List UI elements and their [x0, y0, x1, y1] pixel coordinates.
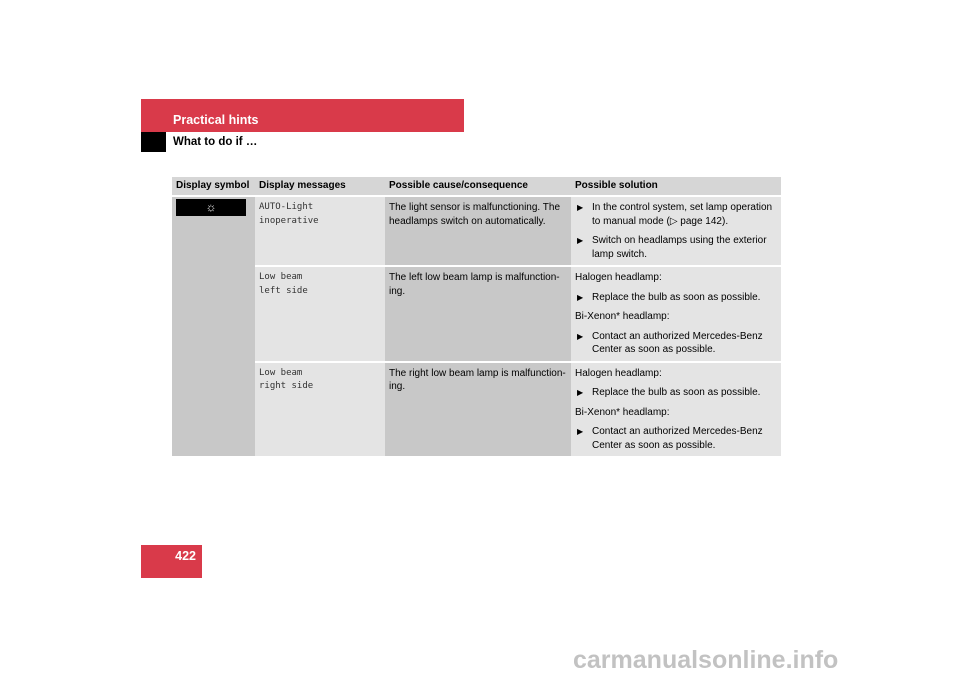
step-arrow-icon: ▶: [577, 292, 584, 302]
solution-note: Bi-Xenon* headlamp:: [575, 406, 670, 418]
solution-step: ▶ Replace the bulb as soon as possible.: [577, 387, 761, 398]
solution-note: Halogen headlamp:: [575, 367, 662, 379]
section-title: Practical hints: [173, 113, 259, 127]
message-line: AUTO-Light: [259, 202, 314, 212]
solution-step: ▶ Contact an authorized Mercedes-Benz Center as soon as possible.: [577, 426, 763, 451]
solution-cell: [571, 266, 781, 362]
solution-cell: [571, 196, 781, 266]
solution-step: ▶ In the control system, set lamp operation to manual mode (▷ page 142).: [577, 202, 773, 227]
step-arrow-icon: ▶: [577, 427, 584, 436]
display-symbol-cell: [172, 196, 255, 457]
cause-cell: The left low beam lamp is malfunction-ing.: [385, 266, 571, 362]
page-number: 422: [175, 549, 196, 563]
col-header-cause: Possible cause/consequence: [385, 177, 571, 196]
table-row: [172, 266, 781, 362]
step-arrow-icon: ▶: [577, 388, 584, 397]
table-row: [172, 196, 781, 266]
solution-note: Halogen headlamp:: [575, 272, 662, 283]
step-arrow-icon: ▶: [577, 236, 584, 245]
message-cell: [255, 196, 385, 266]
display-messages-table: [172, 177, 781, 458]
col-header-messages: Display messages: [255, 177, 385, 196]
message-cell: [255, 362, 385, 458]
step-arrow-icon: ▶: [577, 203, 584, 212]
headlamp-icon: ☼: [176, 199, 246, 216]
solution-step: ▶ Contact an authorized Mercedes-Benz Center as soon as possible.: [577, 330, 763, 355]
message-line: Low beam: [259, 272, 303, 282]
table-header-row: [172, 177, 781, 196]
solution-step: ▶ Replace the bulb as soon as possible.: [577, 291, 761, 303]
table-row: [172, 362, 781, 458]
solution-note: Bi-Xenon* headlamp:: [575, 311, 670, 322]
cause-cell: The light sensor is malfunctioning. The headlamps switch on automatically.: [385, 196, 571, 266]
message-line: left side: [259, 285, 308, 296]
page-number-badge: [141, 545, 202, 578]
message-line: right side: [259, 381, 314, 391]
cause-cell: The right low beam lamp is malfunction-ing.: [385, 362, 571, 458]
solution-step: ▶ Switch on headlamps using the exterior lamp switch.: [577, 235, 767, 260]
message-line: inoperative: [259, 215, 319, 226]
solution-cell: [571, 362, 781, 458]
watermark: carmanualsonline.info: [573, 646, 839, 674]
message-line: Low beam: [259, 367, 303, 378]
section-subtitle: What to do if …: [173, 136, 258, 148]
col-header-solution: Possible solution: [571, 177, 781, 196]
step-arrow-icon: ▶: [577, 331, 584, 341]
message-cell: [255, 266, 385, 362]
col-header-symbol: Display symbol: [172, 177, 255, 196]
header-marker: [141, 132, 166, 152]
